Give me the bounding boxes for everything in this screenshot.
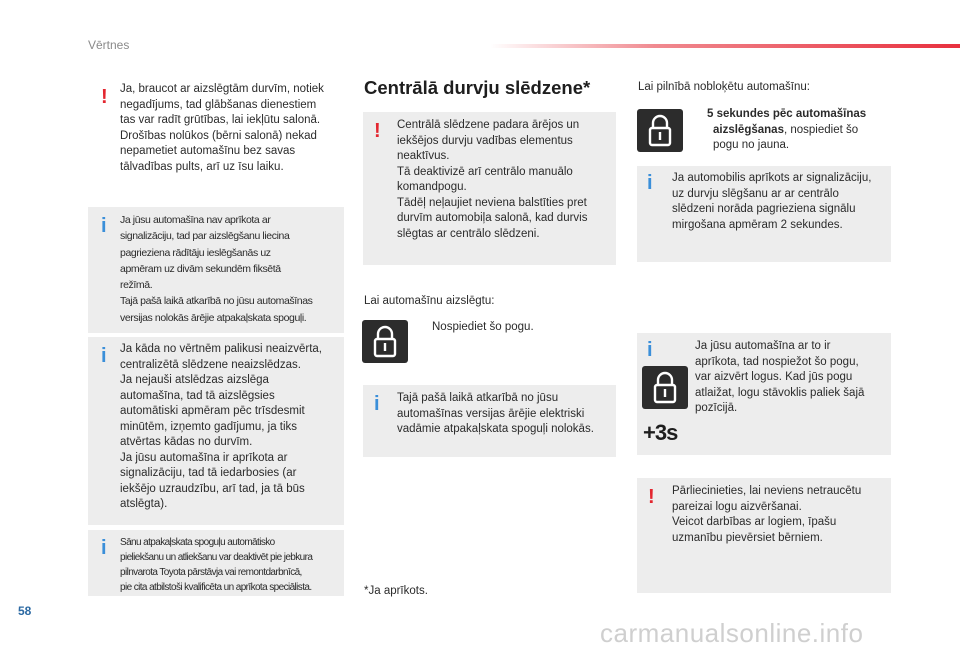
- text-line: automašīna, tad tā aizslēgsies: [120, 389, 275, 402]
- info-text-mirrors: [120, 535, 342, 595]
- text-line: Tā deaktivizē arī centrālo manuālo: [397, 165, 573, 178]
- text-line: režīmā.: [120, 279, 153, 292]
- text-line: iekšējo uzraudzību, arī tad, ja tā būs: [120, 482, 305, 495]
- superlock-step: 5 sekundes pēc automašīnas aizslēgšanas, nospiediet šo pogu no jauna.: [707, 108, 867, 151]
- page-number: 58: [18, 604, 32, 618]
- info-icon: i: [374, 393, 380, 415]
- text-line: automašīnas versijas ārējie elektriski: [397, 407, 585, 420]
- warning-text-crash-access: [120, 82, 342, 175]
- text-line: vadāmie atpakaļskata spoguļi nolokās.: [397, 423, 594, 435]
- text-line: Sānu atpakaļskata spoguļu automātisko: [120, 537, 275, 548]
- text-line: Ja jūsu automašīna ir aprīkota ar: [120, 451, 288, 464]
- lock-step-text: Nospiediet šo pogu.: [432, 321, 534, 333]
- text-line: atvērtas kādas no durvīm.: [120, 436, 253, 448]
- text-line: pozīcijā.: [695, 402, 738, 414]
- text-line: uz durvju slēgšanu ar ar centrālo: [672, 187, 839, 200]
- text-line: Tajā pašā laikā atkarībā no jūsu: [397, 392, 559, 404]
- text-line: slēgtas ar centrālo slēdzeni.: [397, 227, 540, 240]
- text-line: Tajā pašā laikā atkarībā no jūsu automašīnas: [120, 295, 313, 308]
- text-line: pie cita atbilstoši kvalificēta un aprīkota speciālista.: [120, 582, 312, 593]
- info-text-open-doors: [120, 342, 342, 513]
- info-icon: i: [101, 537, 107, 559]
- info-icon: i: [647, 339, 653, 361]
- text-line: automātiski apmēram pēc trīsdesmit: [120, 405, 305, 417]
- superlock-intro: Lai pilnībā nobloķētu automašīnu:: [638, 81, 810, 93]
- text-line: iekšējos durvju vadības elementus: [397, 134, 573, 147]
- text-line: pilnvarota Toyota pārstāvja vai remontdarbnīcā,: [120, 567, 302, 578]
- info-text-window-close: [695, 339, 887, 417]
- info-text-no-alarm: [120, 212, 342, 326]
- text-line: Ja, braucot ar aizslēgtām durvīm, notiek: [120, 83, 324, 95]
- text-line: Ja jūsu automašīna nav aprīkota ar: [120, 214, 271, 226]
- page-heading: Centrālā durvju slēdzene*: [364, 77, 591, 98]
- info-text-mirror-fold: [397, 391, 612, 438]
- warning-icon: !: [101, 86, 108, 108]
- lock-intro: Lai automašīnu aizslēgtu:: [364, 295, 495, 307]
- text-line: tas var radīt grūtības, lai iekļūtu salonā.: [120, 114, 321, 126]
- text-line: Veicot darbības ar logiem, īpašu: [672, 516, 837, 528]
- text-line: signalizāciju, tad tā iedarbosies (ar: [120, 467, 297, 479]
- text-line: mirgošana apmēram 2 sekundes.: [672, 218, 843, 231]
- section-title: Vērtnes: [88, 38, 130, 52]
- warning-icon: !: [374, 120, 381, 142]
- lock-step: [418, 320, 534, 336]
- info-icon: i: [101, 345, 107, 367]
- text-line: nepametiet automašīnu bez savas: [120, 145, 296, 157]
- text-line: aprīkota, tad nospiežot šo pogu,: [695, 355, 859, 368]
- text-line: komandpogu.: [397, 181, 467, 193]
- text-line: uzmanību pievērsiet bērniem.: [672, 531, 823, 544]
- warning-icon: !: [648, 486, 655, 508]
- text-line: atslēgta).: [120, 498, 168, 510]
- info-icon: i: [101, 215, 107, 237]
- lock-button-icon: [642, 366, 688, 409]
- text-line: slēdzeni norāda pagrieziena signālu: [672, 203, 856, 215]
- text-line: pareizai logu aizvēršanai.: [672, 500, 802, 513]
- watermark: carmanualsonline.info: [600, 618, 864, 648]
- text-line: Centrālā slēdzene padara ārējos un: [397, 119, 580, 131]
- lock-button-icon: [362, 320, 408, 363]
- text-line: durvīm automobiļa salonā, kad durvis: [397, 212, 588, 224]
- text-line: signalizāciju, tad par aizslēgšanu liecina: [120, 230, 290, 243]
- text-line: Ja jūsu automašīna ar to ir: [695, 340, 831, 352]
- text-line: Tādēļ neļaujiet neviena balstīties pret: [397, 196, 587, 209]
- info-icon: i: [647, 172, 653, 194]
- text-line: centralizētā slēdzene neaizslēdzas.: [120, 358, 301, 371]
- text-line: Pārliecinieties, lai neviens netraucētu: [672, 485, 862, 497]
- warning-text-window-safety: [672, 484, 887, 546]
- text-line: pieliekšanu un atliekšanu var deaktivēt pie jebkura: [120, 552, 313, 563]
- info-text-alarm-indicators: [672, 171, 887, 233]
- superlock-button-icon: [637, 109, 683, 152]
- footnote: *Ja aprīkots.: [364, 585, 428, 597]
- hold-3s-label: +3s: [643, 420, 678, 445]
- header-accent-line: [490, 44, 960, 48]
- text-line: Ja automobilis aprīkots ar signalizāciju,: [672, 172, 872, 184]
- text-line: minūtēm, izņemto gadījumu, ja tiks: [120, 420, 298, 433]
- text-line: versijas nolokās ārējie atpakaļskata spoguļi.: [120, 311, 307, 324]
- text-line: negadījums, tad glābšanas dienestiem: [120, 98, 317, 111]
- text-line: var aizvērt logus. Kad jūs pogu: [695, 371, 853, 383]
- text-line: Ja nejauši atslēdzas aizslēga: [120, 374, 269, 386]
- text-line: tālvadības pults, arī uz īsu laiku.: [120, 160, 284, 173]
- text-line: Ja kāda no vērtnēm palikusi neaizvērta,: [120, 343, 322, 355]
- text-line: Drošības nolūkos (bērni salonā) nekad: [120, 129, 317, 142]
- text-line: neaktīvus.: [397, 150, 450, 162]
- warning-text-central-lock: [397, 118, 612, 242]
- text-line: atlaižat, logu stāvoklis paliek šajā: [695, 386, 865, 399]
- text-line: pagrieziena rādītāju ieslēgšanās uz: [120, 246, 271, 259]
- text-line: apmēram uz divām sekundēm fiksētā: [120, 262, 281, 275]
